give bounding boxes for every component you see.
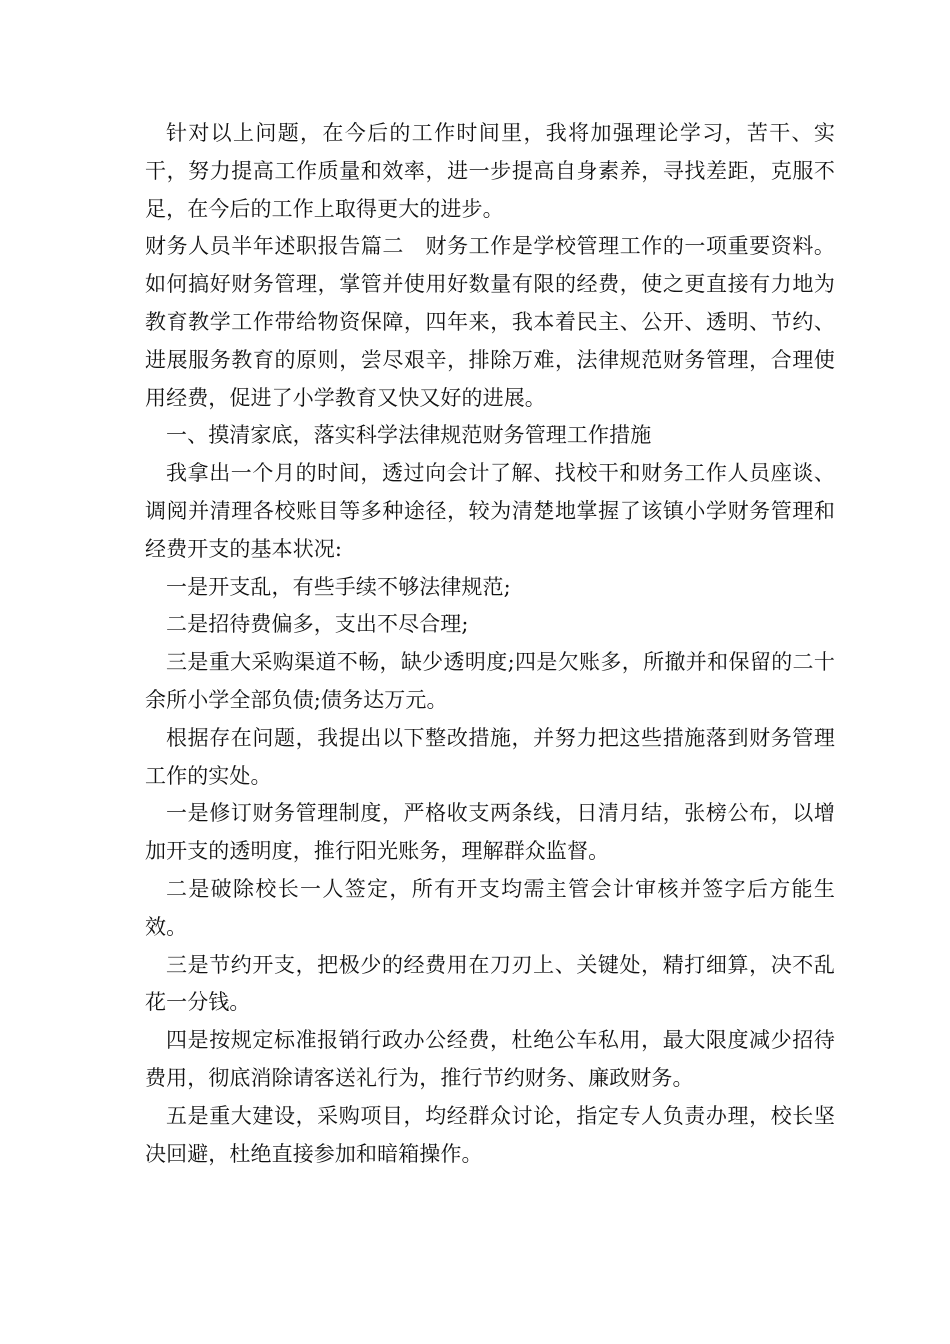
list-item-problem-two: 二是招待费偏多，支出不尽合理; [166,612,469,637]
list-item-problem-one: 一是开支乱，有些手续不够法律规范; [166,574,511,599]
list-item-problem-three-four: 三是重大采购渠道不畅，缺少透明度;四是欠账多，所撤并和保留的二十余所小学全部负债;债务达万元。 [145,650,835,712]
list-item-measure-three: 三是节约开支，把极少的经费用在刀刃上、关键处，精打细算，决不乱花一分钱。 [145,952,835,1015]
list-item-measure-five: 五是重大建设，采购项目，均经群众讨论，指定专人负责办理，校长坚决回避，杜绝直接参加和暗箱操作。 [145,1103,835,1166]
paragraph-conclusion: 针对以上问题，在今后的工作时间里，我将加强理论学习，苦干、实干，努力提高工作质量和效率，进一步提高自身素养，寻找差距，克服不足，在今后的工作上取得更大的进步。 [145,121,835,221]
paragraph-investigation: 我拿出一个月的时间，透过向会计了解、找校干和财务工作人员座谈、调阅并清理各校账目等多种途径，较为清楚地掌握了该镇小学财务管理和经费开支的基本状况: [145,461,835,561]
section-heading-one: 一、摸清家底，落实科学法律规范财务管理工作措施 [166,423,652,448]
list-item-measure-two: 二是破除校长一人签定，所有开支均需主管会计审核并签字后方能生效。 [145,876,835,939]
list-item-measure-four: 四是按规定标准报销行政办公经费，杜绝公车私用，最大限度减少招待费用，彻底消除请客送礼行为，推行节约财务、廉政财务。 [145,1028,835,1090]
list-item-measure-one: 一是修订财务管理制度，严格收支两条线，日清月结，张榜公布，以增加开支的透明度，推行阳光账务，理解群众监督。 [145,801,835,864]
paragraph-report-two-intro: 财务人员半年述职报告篇二 财务工作是学校管理工作的一项重要资料。如何搞好财务管理，掌管并使用好数量有限的经费，使之更直接有力地为教育教学工作带给物资保障，四年来，我本着民主、公开、透明、节约、进展服务教育的原则，尝尽艰辛，排除万难，法律规范财务管理，合理使用经费，促进了小学教育又快又好的进展。 [145,234,835,410]
document-page [145,115,835,1173]
paragraph-measures-intro: 根据存在问题，我提出以下整改措施，并努力把这些措施落到财务管理工作的实处。 [145,725,835,788]
